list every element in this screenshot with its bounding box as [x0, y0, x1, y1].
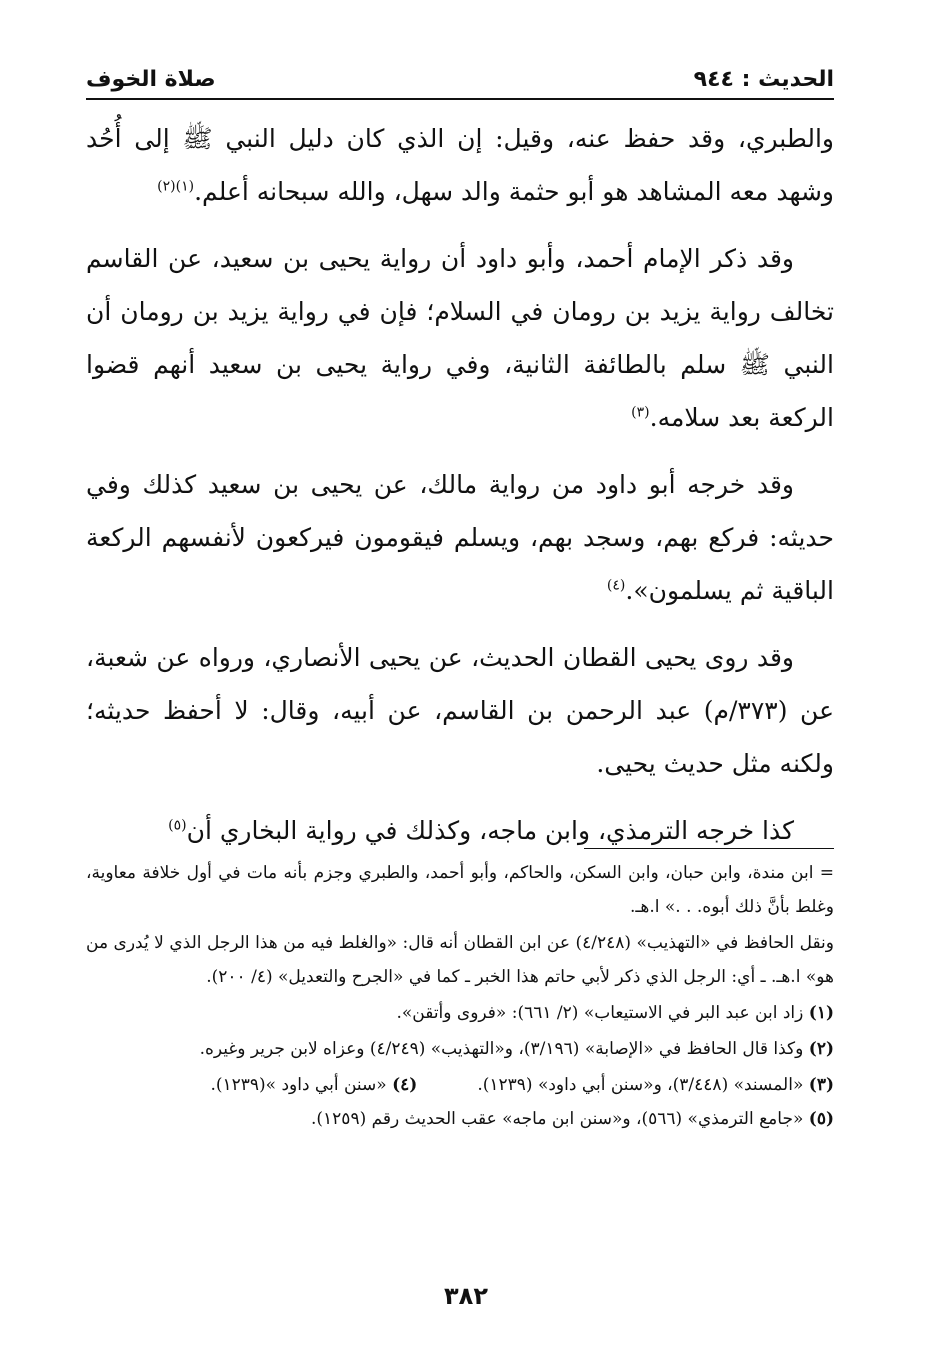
footnote-continuation: = ابن مندة، وابن حبان، وابن السكن، والحاكم، وأبو أحمد، والطبري وجزم بأنه مات في أول خلافة معاوية، وغلط بأنَّ ذلك أبوه. . .» ا.هـ. — [86, 863, 834, 917]
hadith-number-label: الحديث : ٩٤٤ — [693, 66, 834, 92]
footnotes-divider — [584, 848, 834, 849]
footnote-5: (٥) «جامع الترمذي» (٥٦٦)، و«سنن ابن ماجه» عقب الحديث رقم (١٢٥٩). — [311, 1109, 834, 1129]
header-divider — [86, 98, 834, 100]
footnote-ref-3: (٣) — [631, 404, 650, 421]
footnote-ref-2: (٢) — [157, 178, 176, 195]
footnote-continuation-2: ونقل الحافظ في «التهذيب» (٤/٢٤٨) عن ابن القطان أنه قال: «والغلط فيه من هذا الرجل الذي لا يُدرى من هو» ا.هـ. ـ أي: الرجل الذي ذكر لأبي حاتم هذا الخبر ـ كما في «الجرح والتعديل» (٤/ ٢٠٠). — [86, 933, 834, 987]
chapter-title: صلاة الخوف — [86, 66, 216, 92]
footnote-2: (٢) وكذا قال الحافظ في «الإصابة» (٣/١٩٦)، و«التهذيب» (٤/٢٤٩) وعزاه لابن جرير وغيره. — [199, 1039, 834, 1059]
footnote-1: (١) زاد ابن عبد البر في الاستيعاب» (٢/ ٦٦١): «فروى وأتقن». — [396, 1003, 834, 1023]
footnote-ref-1: (١) — [175, 178, 195, 195]
paragraph-3: وقد خرجه أبو داود من رواية مالك، عن يحيى بن سعيد كذلك وفي حديثه: فركع بهم، وسجد بهم، ويسلم فيقومون فيركعون لأنفسهم الركعة الباقية ثم يسلمون».$^{(٤)}$ — [86, 470, 834, 605]
page-number: ٣٨٢ — [444, 1282, 488, 1310]
paragraph-2: وقد ذكر الإمام أحمد، وأبو داود أن رواية يحيى بن سعيد، عن القاسم تخالف رواية يزيد بن رومان في السلام؛ فإن في رواية يزيد بن رومان أن النبي ﷺ سلم بالطائفة الثانية، وفي رواية يحيى بن سعيد أنهم قضوا الركعة بعد سلامه.$^{(٣)}$ — [86, 244, 834, 432]
main-text — [86, 112, 834, 871]
footnote-3: (٣) «المسند» (٣/٤٤٨)، و«سنن أبي داود» (١٢٣٩). — [477, 1075, 834, 1095]
footnote-ref-4: (٤) — [606, 577, 626, 594]
footnote-4: (٤) «سنن أبي داود »(١٢٣٩). — [210, 1075, 418, 1095]
running-header — [86, 60, 834, 98]
footnote-ref-5: (٥) — [168, 817, 187, 834]
paragraph-1: والطبري، وقد حفظ عنه، وقيل: إن الذي كان دليل النبي ﷺ إلى أُحُد وشهد معه المشاهد هو أبو حثمة والد سهل، والله سبحانه أعلم.$^{(١)(٢)}$ — [86, 124, 834, 206]
paragraph-5: كذا خرجه الترمذي، وابن ماجه، وكذلك في رواية البخاري أن$^{(٥)}$ — [168, 816, 794, 845]
footnotes — [86, 856, 834, 1138]
paragraph-4: وقد روى يحيى القطان الحديث، عن يحيى الأنصاري، ورواه عن شعبة، عن (٣٧٣/م) عبد الرحمن بن القاسم، عن أبيه، وقال: لا أحفظ حديثه؛ ولكنه مثل حديث يحيى. — [86, 643, 835, 778]
footnotes-3-4 — [86, 1068, 834, 1102]
